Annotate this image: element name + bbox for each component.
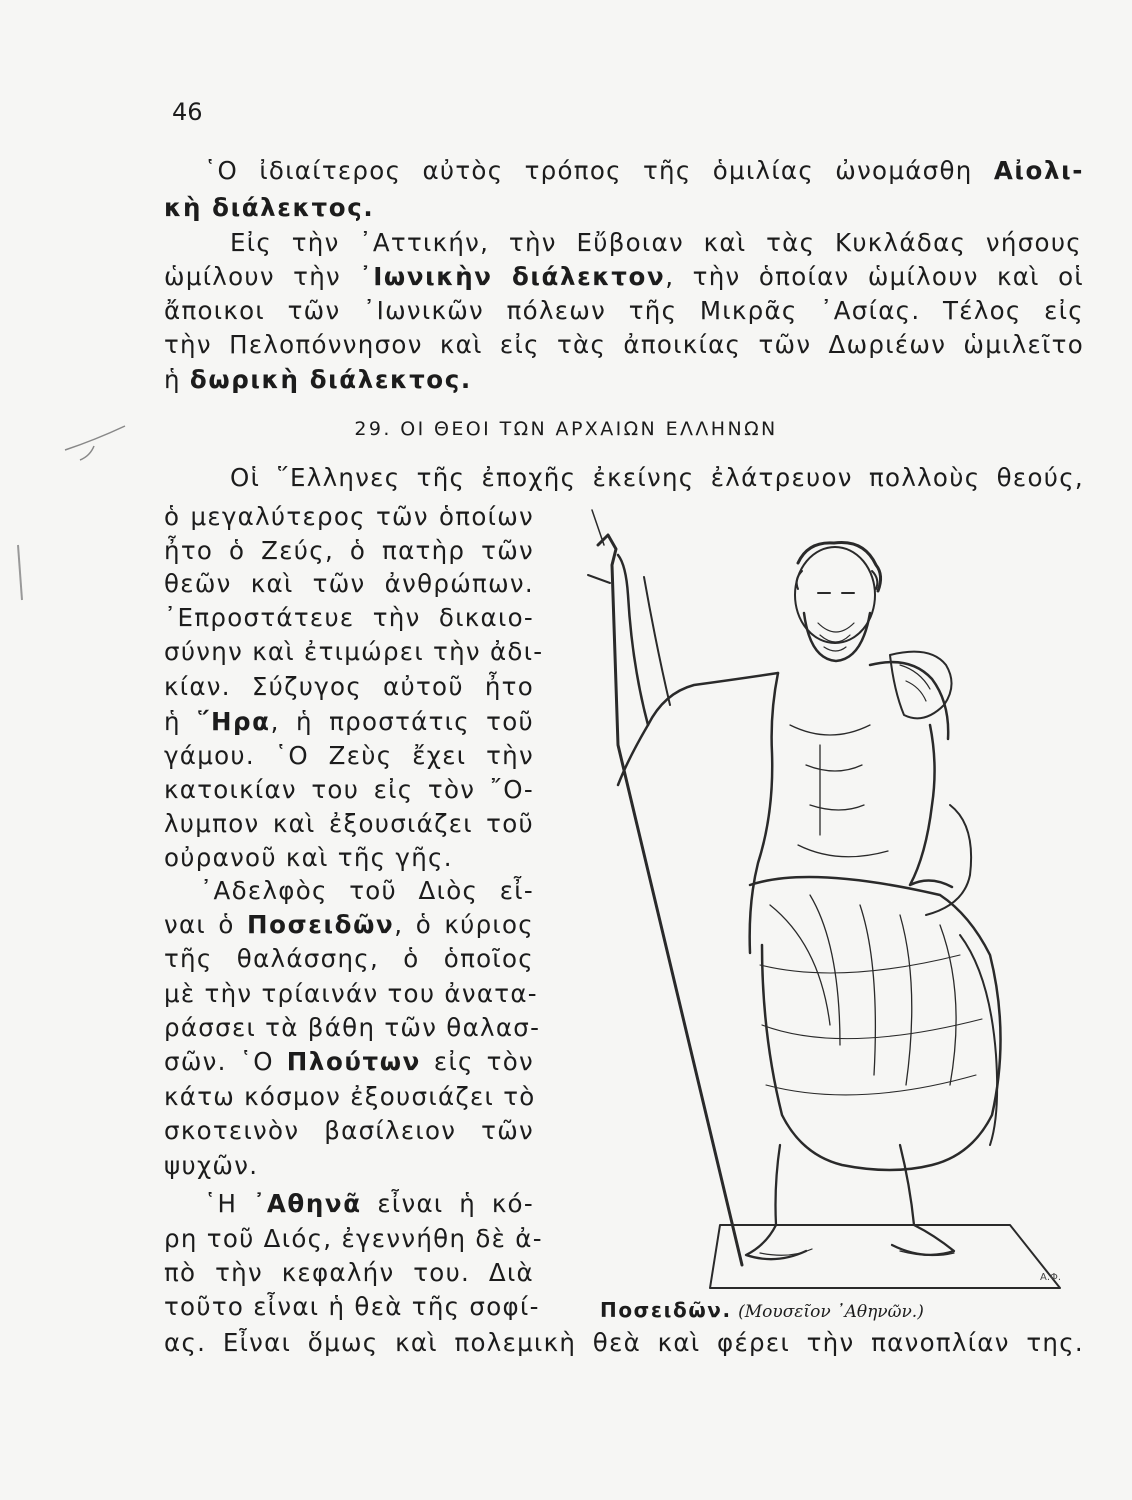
text-line: μὲ τὴν τρίαινάν του ἀνατα- — [164, 979, 538, 1008]
emphasis-term: Ποσειδῶν — [247, 910, 395, 939]
text-line: κατοικίαν του εἰς τὸν ῎Ο- — [164, 775, 534, 804]
text-line: Οἱ ῞Ελληνες τῆς ἐποχῆς ἐκείνης ἐλάτρευον πολλοὺς θεούς, — [230, 463, 1084, 492]
emphasis-term: ᾿Αθηνᾶ — [253, 1189, 362, 1218]
caption-title: Ποσειδῶν. — [600, 1298, 732, 1322]
caption-source: (Μουσεῖον ᾿Αθηνῶν.) — [738, 1302, 924, 1322]
text-line: ας. Εἶναι ὅμως καὶ πολεμικὴ θεὰ καὶ φέρει τὴν πανοπλίαν της. — [164, 1328, 1084, 1357]
text-line — [204, 156, 1084, 185]
text-span: , ἡ προστάτις τοῦ — [270, 707, 534, 736]
text-line: ράσσει τὰ βάθη τῶν θαλασ- — [164, 1013, 541, 1042]
text-span: ναι ὁ — [164, 910, 248, 939]
text-span: σῶν. ῾Ο — [164, 1047, 287, 1076]
emphasis-term: ᾿Ιωνικὴν διάλεκτον — [359, 262, 666, 291]
text-line: πὸ τὴν κεφαλήν του. Διὰ — [164, 1258, 534, 1287]
emphasis-term: Αἰολι- — [993, 156, 1084, 185]
statue-engraving-icon — [570, 505, 1080, 1305]
emphasis-term: ῞Ηρα — [197, 707, 271, 736]
text-span: ὡμίλουν τὴν — [164, 262, 360, 291]
text-line: Εἰς τὴν ᾿Αττικήν, τὴν Εὔβοιαν καὶ τὰς Κυκλάδας νήσους — [230, 228, 1082, 257]
page-number: 46 — [172, 98, 203, 126]
text-line: τοῦτο εἶναι ἡ θεὰ τῆς σοφί- — [164, 1292, 540, 1321]
section-heading: 29. ΟΙ ΘΕΟΙ ΤΩΝ ΑΡΧΑΙΩΝ ΕΛΛΗΝΩΝ — [354, 418, 778, 440]
text-line: κίαν. Σύζυγος αὐτοῦ ἦτο — [164, 672, 534, 701]
figure-caption — [600, 1298, 924, 1322]
emphasis-term: κὴ διάλεκτος. — [164, 193, 375, 222]
text-line — [164, 910, 534, 939]
text-line: ψυχῶν. — [164, 1151, 259, 1180]
text-line — [164, 1047, 534, 1076]
text-line: κάτω κόσμον ἐξουσιάζει τὸ — [164, 1082, 536, 1111]
text-span: ῾Ο ἰδιαίτερος αὐτὸς τρόπος τῆς ὁμιλίας ὠνομάσθη — [204, 156, 994, 185]
text-line: ἦτο ὁ Ζεύς, ὁ πατὴρ τῶν — [164, 536, 534, 565]
text-line: ᾿Επροστάτευε τὴν δικαιο- — [164, 603, 534, 632]
text-line — [204, 1189, 534, 1218]
poseidon-illustration — [570, 505, 1080, 1305]
text-line: σκοτεινὸν βασίλειον τῶν — [164, 1116, 534, 1145]
text-span: ἡ — [164, 707, 198, 736]
text-line: τῆς θαλάσσης, ὁ ὁποῖος — [164, 944, 534, 973]
text-span: ῾Η — [204, 1189, 254, 1218]
text-line: ρη τοῦ Διός, ἐγεννήθη δὲ ἀ- — [164, 1224, 543, 1253]
text-span: , ὁ κύριος — [394, 910, 534, 939]
text-span: ἡ — [164, 365, 190, 394]
emphasis-term: Πλούτων — [286, 1047, 421, 1076]
text-line: τὴν Πελοπόννησον καὶ εἰς τὰς ἀποικίας τῶν Δωριέων ὡμιλεῖτο — [164, 330, 1084, 359]
text-line: γάμου. ῾Ο Ζεὺς ἔχει τὴν — [164, 741, 534, 770]
text-span: εἶναι ἡ κό- — [361, 1189, 534, 1218]
text-line — [164, 365, 1084, 394]
margin-scribble-icon — [60, 420, 130, 480]
text-span: , τὴν ὁποίαν ὡμίλουν καὶ οἱ — [665, 262, 1084, 291]
margin-mark-icon — [10, 540, 30, 610]
svg-text:Α.Φ.: Α.Φ. — [1040, 1272, 1062, 1283]
text-line: ᾿Αδελφὸς τοῦ Διὸς εἶ- — [200, 876, 534, 905]
text-span: εἰς τὸν — [420, 1047, 534, 1076]
text-line — [164, 193, 1084, 222]
text-line: θεῶν καὶ τῶν ἀνθρώπων. — [164, 569, 534, 598]
text-line: λυμπον καὶ ἐξουσιάζει τοῦ — [164, 809, 534, 838]
text-line: ὁ μεγαλύτερος τῶν ὁποίων — [164, 502, 534, 531]
text-line — [164, 262, 1084, 291]
text-line: οὐρανοῦ καὶ τῆς γῆς. — [164, 843, 453, 872]
emphasis-term: δωρικὴ διάλεκτος. — [189, 365, 472, 394]
text-line — [164, 707, 534, 736]
text-line: σύνην καὶ ἐτιμώρει τὴν ἀδι- — [164, 637, 544, 666]
text-line: ἄποικοι τῶν ᾿Ιωνικῶν πόλεων τῆς Μικρᾶς ᾿Ασίας. Τέλος εἰς — [164, 296, 1084, 325]
